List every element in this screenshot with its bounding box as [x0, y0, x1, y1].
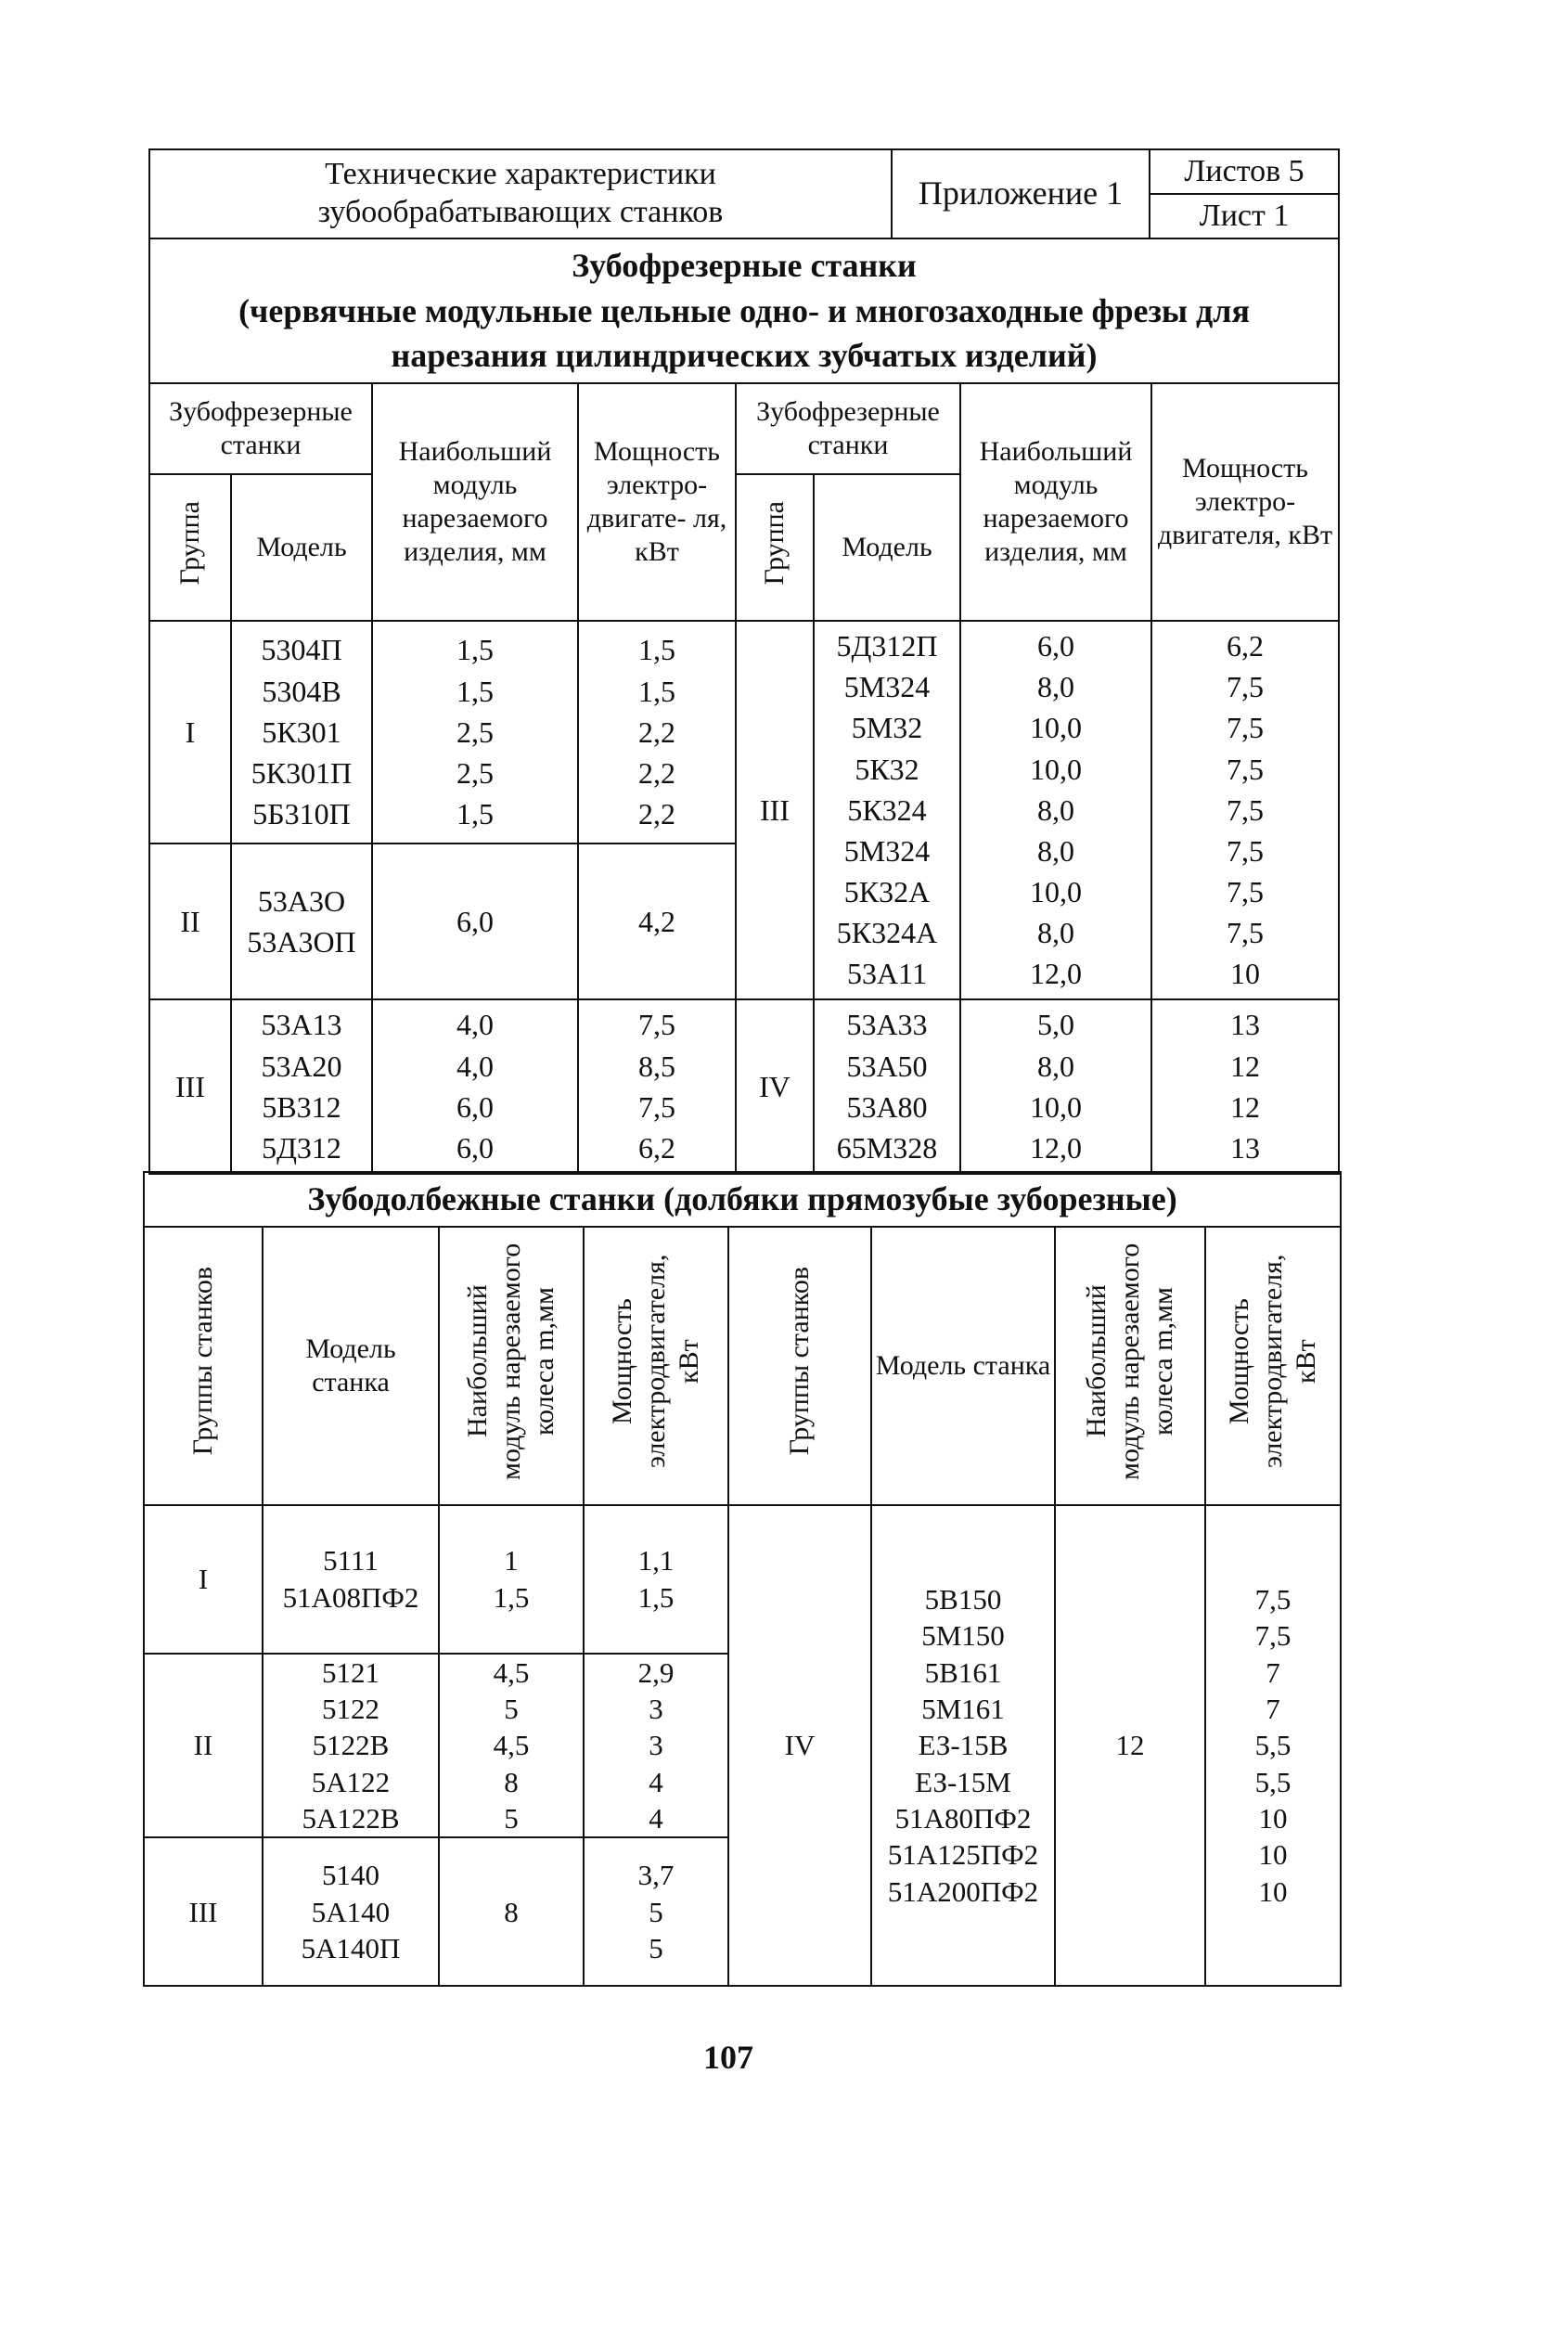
module-value: 8,0: [1037, 1049, 1074, 1083]
power-list: [1151, 999, 1339, 1174]
power-value: 2,2: [638, 755, 675, 790]
power-list: [1151, 621, 1339, 999]
model: 5Д312: [262, 1130, 341, 1165]
model: 5Б310П: [252, 797, 351, 831]
col-group-right: [736, 474, 814, 621]
model: 53А3ОП: [247, 924, 356, 959]
model: 5121: [322, 1655, 379, 1689]
group-cell: II: [144, 1654, 263, 1838]
model-list: [814, 621, 960, 999]
power-value: 2,2: [638, 715, 675, 749]
module-value: 2,5: [456, 755, 494, 790]
model: ЕЗ-15В: [918, 1729, 1009, 1762]
group-cell: III: [736, 621, 814, 999]
power-value: 5,5: [1254, 1765, 1292, 1798]
power-value: 7: [1266, 1692, 1280, 1725]
module-list: [960, 621, 1151, 999]
model: 5К301П: [251, 755, 353, 790]
col-model-right: Модель: [814, 474, 960, 621]
module-value: 1,5: [456, 797, 494, 831]
model-list: [263, 1654, 439, 1838]
power-list: [578, 621, 736, 844]
module-value: 5: [504, 1692, 519, 1725]
sheet-number: Лист 1: [1150, 194, 1339, 238]
module-list: [439, 1505, 584, 1654]
power-value: 7,5: [1227, 833, 1264, 868]
model: 53А3О: [257, 883, 346, 918]
module-value: 10,0: [1030, 752, 1082, 786]
model: 51А80ПФ2: [894, 1802, 1032, 1835]
model: 5М150: [921, 1619, 1005, 1653]
power-value: 4: [649, 1802, 663, 1835]
power-value: 6,2: [1227, 629, 1264, 663]
header-table: [148, 148, 1340, 239]
power-value: 3: [649, 1692, 663, 1725]
module-value: 8: [504, 1765, 519, 1798]
model-list: [263, 1837, 439, 1986]
model: 5К301: [262, 715, 341, 749]
model: 51А125ПФ2: [887, 1838, 1039, 1872]
module-value: 10,0: [1030, 1089, 1082, 1124]
col-group-left: [149, 474, 231, 621]
model: 51А08ПФ2: [282, 1580, 419, 1614]
power-value: 7,5: [638, 1089, 675, 1124]
module-value: 6,0: [1037, 629, 1074, 663]
model: 53А50: [846, 1049, 928, 1083]
model: 5А140: [311, 1895, 391, 1928]
model: 53А80: [846, 1089, 928, 1124]
shaping-table: [143, 1171, 1342, 1987]
document-title-line1: Технические характеристики: [325, 157, 716, 192]
model: 5А122: [311, 1765, 391, 1798]
power-value: 7,5: [1227, 752, 1264, 786]
document-title-line2: зубообрабатывающих станков: [317, 195, 724, 229]
model: ЕЗ-15М: [915, 1765, 1011, 1798]
power-value: 10: [1258, 1874, 1288, 1908]
model: 5М324: [843, 833, 931, 868]
module-list: [372, 621, 578, 844]
module-value: 2,5: [456, 715, 494, 749]
model: 5К32: [855, 752, 919, 786]
model: 5304В: [262, 674, 341, 708]
module-value: 8: [439, 1837, 584, 1986]
shaping-section-title: Зубодолбежные станки (долбяки прямозубые зуборезные): [144, 1172, 1341, 1227]
col-power-left: Мощность электро- двигате- ля, кВт: [578, 383, 736, 621]
module-list: [960, 999, 1151, 1174]
col-model-right: Модель станка: [871, 1227, 1055, 1505]
model-list: [231, 621, 372, 844]
model: 5122: [322, 1692, 379, 1725]
model: 5Д312П: [836, 629, 938, 663]
power-value: 7,5: [1254, 1582, 1292, 1616]
module-value: 6,0: [372, 844, 578, 999]
col-module-right: Наибольший модуль нарезаемого изделия, мм: [960, 383, 1151, 621]
col-machines-right: Зубофрезерные станки: [736, 383, 960, 474]
power-value: 5: [649, 1932, 663, 1965]
model: 5111: [323, 1544, 379, 1578]
col-model-left: Модель: [231, 474, 372, 621]
module-value: 12,0: [1030, 957, 1082, 991]
page-number: 107: [703, 2039, 753, 2076]
module-value: 8,0: [1037, 792, 1074, 827]
model: 5140: [322, 1859, 379, 1892]
module-value: 10,0: [1030, 875, 1082, 909]
col-groups-right-label: Группы станков: [784, 1267, 815, 1456]
power-value: 7: [1266, 1655, 1280, 1689]
power-value: 8,5: [638, 1049, 675, 1083]
power-value: 7,5: [1227, 711, 1264, 745]
col-power-right: Мощность электро- двигателя, кВт: [1151, 383, 1339, 621]
col-group-left-label: Группа: [174, 501, 205, 586]
module-value: 6,0: [456, 1130, 494, 1165]
power-value: 7,5: [1227, 875, 1264, 909]
power-value: 7,5: [1227, 792, 1264, 827]
module-value: 6,0: [456, 1089, 494, 1124]
col-module-left-label: Наибольший модуль нарезаемого колеса m,мм: [462, 1243, 559, 1480]
module-value: 4,5: [493, 1729, 530, 1762]
power-value: 13: [1230, 1130, 1260, 1165]
model: 5К324: [847, 792, 927, 827]
col-power-left-label: Мощность электродвигателя, кВт: [607, 1254, 704, 1469]
model-list: [231, 999, 372, 1174]
model: 5К324А: [836, 916, 938, 950]
col-model-left: Модель станка: [263, 1227, 439, 1505]
module-value: 4,5: [493, 1655, 530, 1689]
col-module-right-label: Наибольший модуль нарезаемого колеса m,мм: [1081, 1243, 1178, 1480]
power-value: 10: [1230, 957, 1260, 991]
model-list: [231, 844, 372, 999]
model: 5А140П: [301, 1932, 401, 1965]
hobbing-title: Зубофрезерные станки: [572, 247, 917, 284]
module-value: 8,0: [1037, 670, 1074, 704]
module-value: 1,5: [456, 674, 494, 708]
module-value: 1,5: [456, 633, 494, 667]
power-value: 13: [1230, 1008, 1260, 1042]
power-value: 1,5: [637, 1580, 675, 1614]
module-value: 5: [504, 1802, 519, 1835]
model: 65М328: [836, 1130, 938, 1165]
model: 5122В: [312, 1729, 390, 1762]
hobbing-table: [148, 238, 1340, 1175]
power-value: 2,2: [638, 797, 675, 831]
power-list: [584, 1837, 728, 1986]
module-value: 1,5: [493, 1580, 530, 1614]
power-value: 3,7: [637, 1859, 675, 1892]
document-title: [149, 149, 892, 238]
col-power-right: [1205, 1227, 1341, 1505]
model: 5М161: [921, 1692, 1005, 1725]
model-list: [263, 1505, 439, 1654]
col-group-right-label: Группа: [759, 501, 790, 586]
group-cell: IV: [728, 1505, 871, 1987]
col-groups-left: [144, 1227, 263, 1505]
power-value: 12: [1230, 1089, 1260, 1124]
hobbing-subtitle-line2: нарезания цилиндрических зубчатых изделий): [391, 337, 1098, 375]
power-value: 10: [1258, 1802, 1288, 1835]
power-value: 4: [649, 1765, 663, 1798]
col-module-right: [1055, 1227, 1205, 1505]
module-list: [439, 1654, 584, 1838]
power-value: 7,5: [1227, 670, 1264, 704]
power-value: 1,5: [638, 674, 675, 708]
power-value: 7,5: [638, 1008, 675, 1042]
appendix-label: Приложение 1: [892, 149, 1150, 238]
power-value: 7,5: [1227, 916, 1264, 950]
model-list: [871, 1505, 1055, 1987]
group-cell: IV: [736, 999, 814, 1174]
module-value: 10,0: [1030, 711, 1082, 745]
module-value: 12: [1055, 1505, 1205, 1987]
model: 5М324: [843, 670, 931, 704]
power-value: 6,2: [638, 1130, 675, 1165]
col-power-left: [584, 1227, 728, 1505]
col-groups-left-label: Группы станков: [187, 1267, 218, 1456]
power-list: [1205, 1505, 1341, 1987]
model: 5В312: [262, 1089, 341, 1124]
power-value: 1,5: [638, 633, 675, 667]
module-value: 5,0: [1037, 1008, 1074, 1042]
col-module-left: Наибольший модуль нарезаемого изделия, мм: [372, 383, 578, 621]
power-value: 2,9: [637, 1655, 675, 1689]
group-cell: II: [149, 844, 231, 999]
model: 5М32: [851, 711, 923, 745]
power-value: 5: [649, 1895, 663, 1928]
col-groups-right: [728, 1227, 871, 1505]
module-value: 8,0: [1037, 916, 1074, 950]
model: 53А33: [846, 1008, 928, 1042]
col-machines-left: Зубофрезерные станки: [149, 383, 372, 474]
hobbing-subtitle-line1: (червячные модульные цельные одно- и многозаходные фрезы для: [238, 291, 1250, 329]
model: 5А122В: [302, 1802, 400, 1835]
module-value: 8,0: [1037, 833, 1074, 868]
power-list: [584, 1505, 728, 1654]
group-cell: I: [149, 621, 231, 844]
model: 53А20: [261, 1049, 342, 1083]
module-list: [372, 999, 578, 1174]
col-power-right-label: Мощность электродвигателя, кВт: [1224, 1254, 1322, 1469]
model: 5К32А: [843, 875, 931, 909]
power-value: 7,5: [1254, 1619, 1292, 1653]
group-cell: I: [144, 1505, 263, 1654]
power-value: 4,2: [578, 844, 736, 999]
model: 53А11: [847, 957, 927, 991]
module-value: 4,0: [456, 1008, 494, 1042]
power-list: [578, 999, 736, 1174]
power-list: [584, 1654, 728, 1838]
power-value: 3: [649, 1729, 663, 1762]
module-value: 4,0: [456, 1049, 494, 1083]
power-value: 12: [1230, 1049, 1260, 1083]
model: 5304П: [261, 633, 342, 667]
power-value: 5,5: [1254, 1729, 1292, 1762]
hobbing-section-title: [149, 238, 1339, 383]
group-cell: III: [149, 999, 231, 1174]
model: 53А13: [261, 1008, 342, 1042]
power-value: 10: [1258, 1838, 1288, 1872]
col-module-left: [439, 1227, 584, 1505]
model: 5В161: [924, 1655, 1002, 1689]
model: 5В150: [924, 1582, 1002, 1616]
sheets-total: Листов 5: [1150, 149, 1339, 194]
model: 51А200ПФ2: [887, 1874, 1039, 1908]
power-value: 1,1: [637, 1544, 675, 1578]
group-cell: III: [144, 1837, 263, 1986]
model-list: [814, 999, 960, 1174]
module-value: 1: [504, 1544, 519, 1578]
module-value: 12,0: [1030, 1130, 1082, 1165]
